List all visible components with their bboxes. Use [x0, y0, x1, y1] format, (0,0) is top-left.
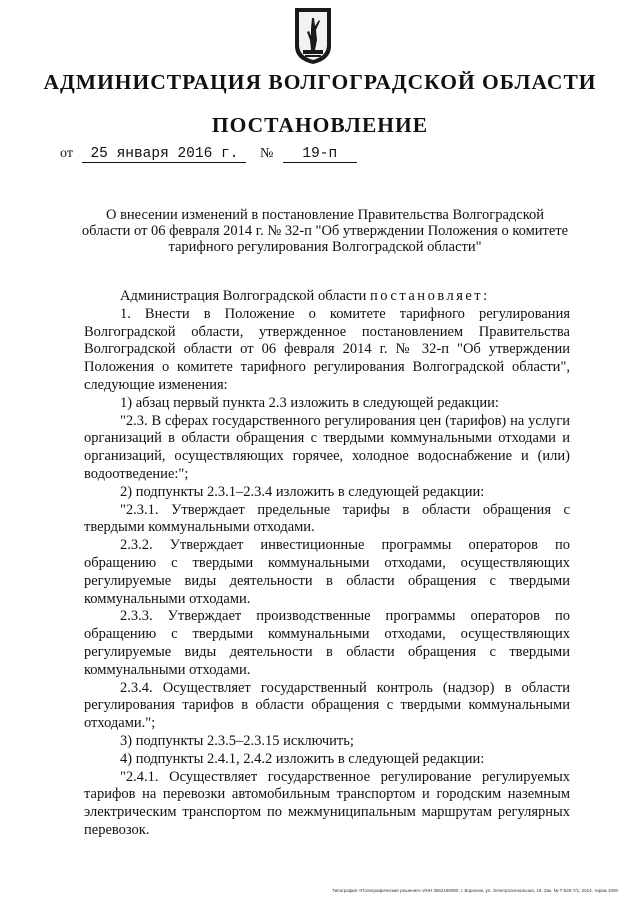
- intro-paragraph: [84, 288, 570, 306]
- document-subject: О внесении изменений в постановление Правительства Волгоградской области от 06 февраля 2014 г. № 32-п "Об утверждении Положения о комитете тарифного регулирования Волгоградской области": [81, 207, 569, 255]
- body-paragraph: 4) подпункты 2.4.1, 2.4.2 изложить в следующей редакции:: [120, 750, 485, 767]
- document-body: [84, 288, 570, 840]
- intro-prefix: Администрация Волгоградской области: [120, 288, 367, 304]
- body-paragraph: "2.3.1. Утверждает предельные тарифы в области обращения с твердыми коммунальными отходами.: [84, 501, 570, 536]
- org-title: АДМИНИСТРАЦИЯ ВОЛГОГРАДСКОЙ ОБЛАСТИ: [43, 70, 597, 94]
- document-type: ПОСТАНОВЛЕНИЕ: [211, 113, 429, 137]
- body-paragraph: 2.3.4. Осуществляет государственный контроль (надзор) в области регулирования тарифов в области обращения с твердыми коммунальными отходами.";: [84, 679, 570, 732]
- dateline: [60, 146, 357, 163]
- document-number: 19-п: [283, 146, 357, 163]
- printer-imprint: Типография «Полиграфические решения» ИНН 3662186090, г. Воронеж, ул. Электросигнальная, 19. Зак. № Т-528-7/1, 2014. тираж 1000: [332, 888, 618, 893]
- coat-of-arms-icon: [293, 6, 333, 66]
- body-paragraph: "2.3. В сферах государственного регулирования цен (тарифов) на услуги организаций в области обращения с твердыми коммунальными отходами и организаций, осуществляющих горячее, холодное водоснабжение и (или) водоотведение:";: [84, 412, 570, 482]
- date-from-label: от: [60, 146, 73, 161]
- body-paragraph: 2.3.2. Утверждает инвестиционные программы операторов по обращению с твердыми коммунальными отходами, осуществляющих регулируемые виды деятельности в области обращения с твердыми коммунальными отходами.: [84, 537, 570, 607]
- document-date: 25 января 2016 г.: [82, 146, 246, 163]
- body-paragraph: 1. Внести в Положение о комитете тарифного регулирования Волгоградской области, утвержденное постановлением Правительства Волгоградской области от 06 февраля 2014 г. № 32-п "Об утверждении Положения о комитете тарифного регулирования Волгоградской области", следующие изменения:: [84, 305, 570, 393]
- body-paragraph: 2.3.3. Утверждает производственные программы операторов по обращению с твердыми коммунальными отходами, осуществляющих регулируемые виды деятельности в области обращения с твердыми коммунальными отходами.: [84, 608, 570, 678]
- body-paragraph: 1) абзац первый пункта 2.3 изложить в следующей редакции:: [120, 394, 499, 411]
- number-label: №: [259, 146, 274, 161]
- intro-verb: постановляет:: [370, 288, 490, 304]
- body-paragraph: "2.4.1. Осуществляет государственное регулирование регулируемых тарифов на перевозки автомобильным транспортом и городским наземным электрическим транспортом по межмуниципальным маршрутам регулярных перевозок.: [84, 768, 570, 838]
- body-paragraph: 3) подпункты 2.3.5–2.3.15 исключить;: [120, 732, 354, 749]
- body-paragraph: 2) подпункты 2.3.1–2.3.4 изложить в следующей редакции:: [120, 483, 485, 500]
